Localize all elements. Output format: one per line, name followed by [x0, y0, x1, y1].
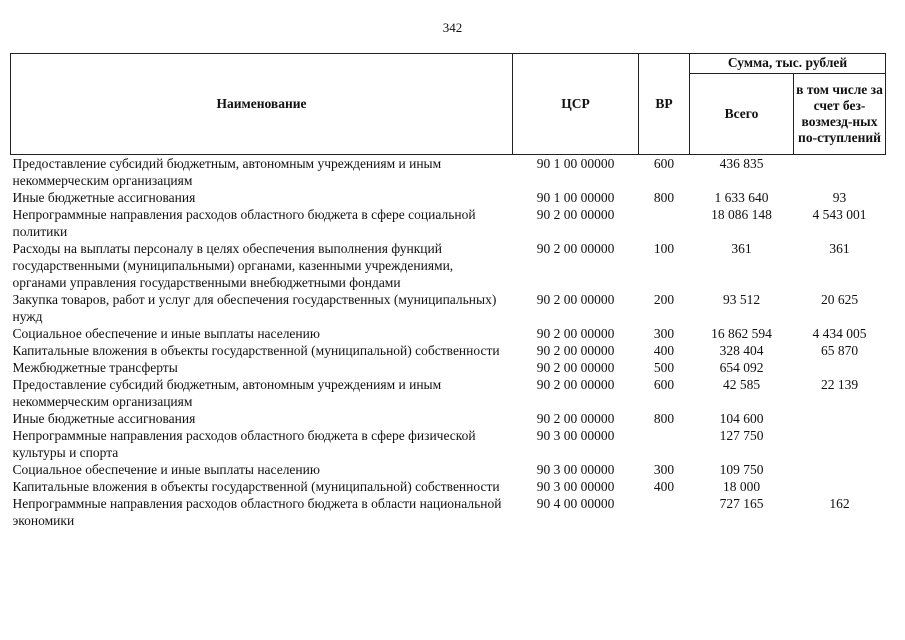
cell-name: Непрограммные направления расходов областного бюджета в области национальной экономики: [12, 496, 502, 528]
cell-vr: 800: [653, 411, 675, 426]
cell-name: Иные бюджетные ассигнования: [12, 190, 196, 205]
cell-free: [794, 478, 886, 495]
cell-name: Социальное обеспечение и иные выплаты населению: [12, 326, 320, 341]
table-row: [11, 376, 886, 410]
cell-free: [794, 427, 886, 461]
cell-vr: 100: [653, 241, 675, 256]
cell-total: 93 512: [722, 292, 761, 307]
table-row: [11, 342, 886, 359]
table-row: [11, 240, 886, 291]
cell-vr: 300: [653, 326, 675, 341]
cell-name: Капитальные вложения в объекты государственной (муниципальной) собственности: [12, 479, 500, 494]
cell-csr: 90 1 00 00000: [536, 156, 615, 171]
cell-name: Капитальные вложения в объекты государственной (муниципальной) собственности: [12, 343, 500, 358]
cell-name: Межбюджетные трансферты: [12, 360, 178, 375]
cell-csr: 90 3 00 00000: [536, 428, 615, 443]
cell-free: 22 139: [820, 377, 859, 392]
cell-name: Расходы на выплаты персоналу в целях обеспечения выполнения функций государственными (муниципальными) органами, казенными учреждениями, органами управления государственными внебюджетными фондами: [12, 241, 454, 290]
cell-total: 104 600: [719, 411, 764, 426]
header-total: Всего: [690, 73, 794, 155]
cell-vr: 600: [653, 156, 675, 171]
cell-free: 162: [829, 496, 850, 511]
cell-free: 361: [829, 241, 850, 256]
cell-vr: 800: [653, 190, 675, 205]
header-name: Наименование: [11, 54, 513, 155]
cell-csr: 90 2 00 00000: [536, 360, 615, 375]
cell-csr: 90 2 00 00000: [536, 411, 615, 426]
cell-name: Иные бюджетные ассигнования: [12, 411, 196, 426]
table-row: [11, 206, 886, 240]
cell-name: Непрограммные направления расходов областного бюджета в сфере физической культуры и спорта: [12, 428, 476, 460]
header-free: в том числе за счет без-возмезд-ных по-ступлений: [794, 73, 886, 155]
cell-csr: 90 1 00 00000: [536, 190, 615, 205]
cell-total: 109 750: [719, 462, 764, 477]
cell-total: 328 404: [719, 343, 764, 358]
table-row: [11, 189, 886, 206]
cell-free: [794, 155, 886, 190]
table-header: [11, 54, 886, 155]
cell-vr: [639, 206, 690, 240]
cell-name: Закупка товаров, работ и услуг для обеспечения государственных (муниципальных) нужд: [12, 292, 497, 324]
cell-total: 127 750: [719, 428, 764, 443]
cell-total: 1 633 640: [714, 190, 769, 205]
cell-csr: 90 3 00 00000: [536, 462, 615, 477]
table-row: [11, 359, 886, 376]
cell-free: 93: [832, 190, 847, 205]
cell-csr: 90 3 00 00000: [536, 479, 615, 494]
cell-total: 361: [731, 241, 752, 256]
cell-free: 65 870: [820, 343, 859, 358]
cell-vr: 500: [653, 360, 675, 375]
cell-free: [794, 461, 886, 478]
cell-csr: 90 2 00 00000: [536, 292, 615, 307]
header-vr: ВР: [639, 54, 690, 155]
cell-vr: 400: [653, 479, 675, 494]
cell-total: 436 835: [719, 156, 764, 171]
cell-name: Социальное обеспечение и иные выплаты населению: [12, 462, 320, 477]
cell-free: [794, 359, 886, 376]
header-csr: ЦСР: [513, 54, 639, 155]
cell-free: 20 625: [820, 292, 859, 307]
cell-name: Предоставление субсидий бюджетным, автономным учреждениям и иным некоммерческим организациям: [12, 156, 442, 188]
table-row: [11, 427, 886, 461]
cell-csr: 90 2 00 00000: [536, 326, 615, 341]
cell-vr: 400: [653, 343, 675, 358]
cell-csr: 90 2 00 00000: [536, 207, 615, 222]
table-row: [11, 495, 886, 529]
cell-vr: [639, 427, 690, 461]
cell-vr: 200: [653, 292, 675, 307]
page-number: 342: [442, 20, 463, 35]
cell-csr: 90 2 00 00000: [536, 377, 615, 392]
cell-name: Предоставление субсидий бюджетным, автономным учреждениям и иным некоммерческим организациям: [12, 377, 442, 409]
cell-vr: 300: [653, 462, 675, 477]
table-row: [11, 410, 886, 427]
table-row: [11, 155, 886, 190]
table-body: [11, 155, 886, 530]
cell-vr: 600: [653, 377, 675, 392]
header-sum: Сумма, тыс. рублей: [690, 54, 886, 74]
table-row: [11, 478, 886, 495]
cell-free: 4 434 005: [812, 326, 867, 341]
cell-total: 18 086 148: [711, 207, 772, 222]
cell-name: Непрограммные направления расходов областного бюджета в сфере социальной политики: [12, 207, 476, 239]
cell-csr: 90 2 00 00000: [536, 343, 615, 358]
cell-free: 4 543 001: [812, 207, 867, 222]
cell-csr: 90 4 00 00000: [536, 496, 615, 511]
cell-total: 727 165: [719, 496, 764, 511]
budget-table: [10, 53, 886, 529]
table-row: [11, 325, 886, 342]
table-row: [11, 291, 886, 325]
cell-vr: [639, 495, 690, 529]
cell-free: [794, 410, 886, 427]
cell-total: 18 000: [722, 479, 761, 494]
cell-total: 654 092: [719, 360, 764, 375]
cell-csr: 90 2 00 00000: [536, 241, 615, 256]
cell-total: 42 585: [722, 377, 761, 392]
table-row: [11, 461, 886, 478]
cell-total: 16 862 594: [711, 326, 772, 341]
